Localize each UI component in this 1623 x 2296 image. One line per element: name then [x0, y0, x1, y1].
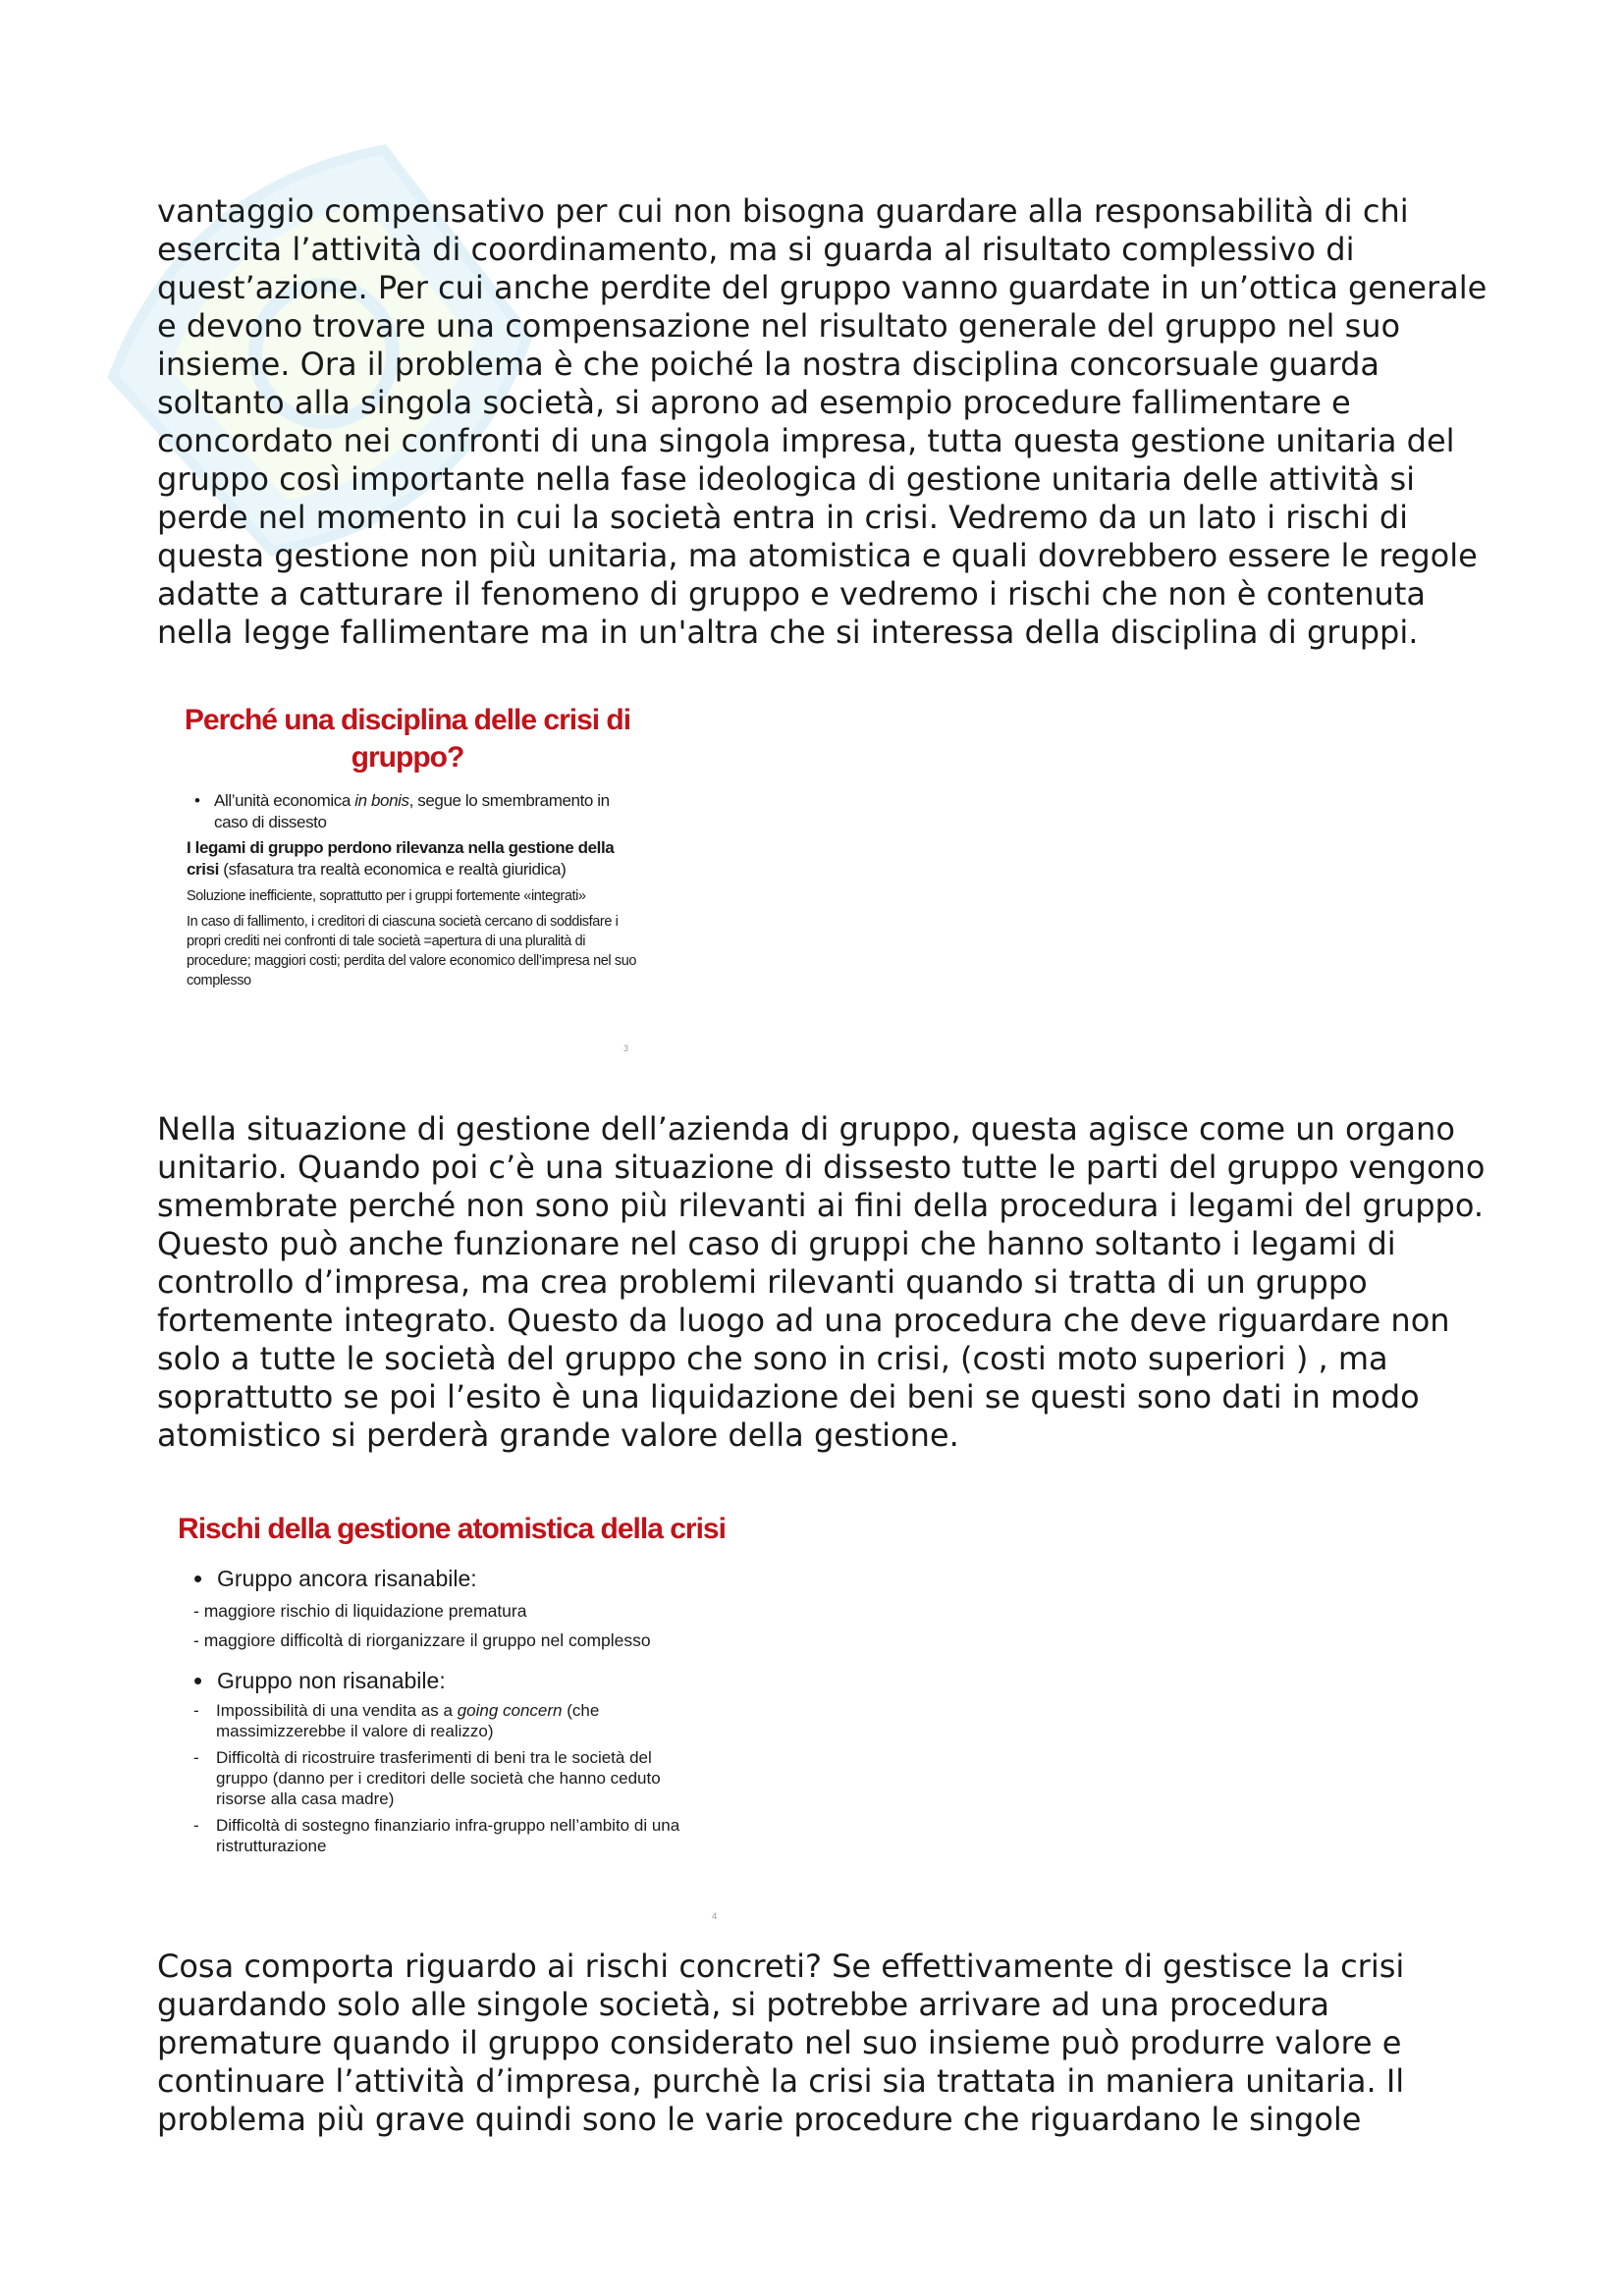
slide-page-number: 4 [712, 1911, 718, 1921]
slide-dash-item: - Impossibilità di una vendita as a going concern (che massimizzerebbe il valore di realizzo) [172, 1700, 707, 1741]
slide-dash-item: - Difficoltà di ricostruire trasferimenti di beni tra le società del gruppo (danno per i creditori delle società che hanno ceduto risorse alla casa madre) [172, 1747, 707, 1809]
slide-dash-item: - maggiore difficoltà di riorganizzare il gruppo nel complesso [193, 1630, 651, 1650]
slide-bullet: • Gruppo non risanabile: [172, 1667, 731, 1694]
slide-title: Rischi della gestione atomistica della crisi [178, 1513, 726, 1545]
body-paragraph-3: Cosa comporta riguardo ai rischi concreti? Se effettivamente di gestisce la crisi guardando solo alle singole società, si potrebbe arrivare ad una procedura premature quando il gruppo considerato nel suo insieme può produrre valore e continuare l’attività d’impresa, purchè la crisi sia trattata in maniera unitaria. Il problema più grave quindi sono le varie procedure che riguardano le singole [157, 1948, 1405, 2138]
slide-dash-item: - Difficoltà di sostegno finanziario infra-gruppo nell’ambito di una ristrutturazione [172, 1815, 707, 1856]
slide-title: Perché una disciplina delle crisi di gruppo? [184, 704, 631, 774]
slide-bullet: • All’unità economica in bonis, segue lo smembramento in caso di dissesto [187, 790, 638, 833]
slide-page-number: 3 [623, 1043, 629, 1053]
body-paragraph-1: vantaggio compensativo per cui non bisogna guardare alla responsabilità di chi esercita l’attività di coordinamento, ma si guarda al risultato complessivo di quest’azione. Per cui anche perdite del gruppo vanno guardate in un’ottica generale e devono trovare una compensazione nel risultato generale del gruppo nel suo insieme. Ora il problema è che poiché la nostra disciplina concorsuale guarda soltanto alla singola società, si aprono ad esempio procedure fallimentare e concordato nei confronti di una singola impresa, tutta questa gestione unitaria del gruppo così importante nella fase ideologica di gestione unitaria delle attività si perde nel momento in cui la società entra in crisi. Vedremo da un lato i rischi di questa gestione non più unitaria, ma atomistica e quali dovrebbero essere le regole adatte a catturare il fenomeno di gruppo e vedremo i rischi che non è contenuta nella legge fallimentare ma in un'altra che si interessa della disciplina di gruppi. [157, 192, 1488, 651]
slide-line: In caso di fallimento, i creditori di ciascuna società cercano di soddisfare i propri crediti nei confronti di tale società =apertura di una pluralità di procedure; maggiori costi; perdita del valore economico dell’impresa nel suo complesso [187, 914, 637, 988]
slide-bullet: • Gruppo ancora risanabile: [172, 1565, 731, 1592]
slide-crisi-gruppo [177, 702, 638, 1065]
slide-bold-statement: I legami di gruppo perdono rilevanza nella gestione della crisi (sfasatura tra realtà economica e realtà giuridica) [187, 838, 615, 879]
body-paragraph-2: Nella situazione di gestione dell’azienda di gruppo, questa agisce come un organo unitario. Quando poi c’è una situazione di dissesto tutte le parti del gruppo vengono smembrate perché non sono più rilevanti ai fini della procedura i legami del gruppo. Questo può anche funzionare nel caso di gruppi che hanno soltanto i legami di controllo d’impresa, ma crea problemi rilevanti quando si tratta di un gruppo fortemente integrato. Questo da luogo ad una procedura che deve riguardare non solo a tutte le società del gruppo che sono in crisi, (costi moto superiori ) , ma soprattutto se poi l’esito è una liquidazione dei beni se questi sono dati in modo atomistico si perderà grande valore della gestione. [157, 1110, 1486, 1454]
slide-dash-item: - maggiore rischio di liquidazione prematura [193, 1601, 527, 1621]
slide-line: Soluzione inefficiente, soprattutto per i gruppi fortemente «integrati» [187, 888, 586, 904]
slide-rischi-gestione [172, 1509, 731, 1931]
